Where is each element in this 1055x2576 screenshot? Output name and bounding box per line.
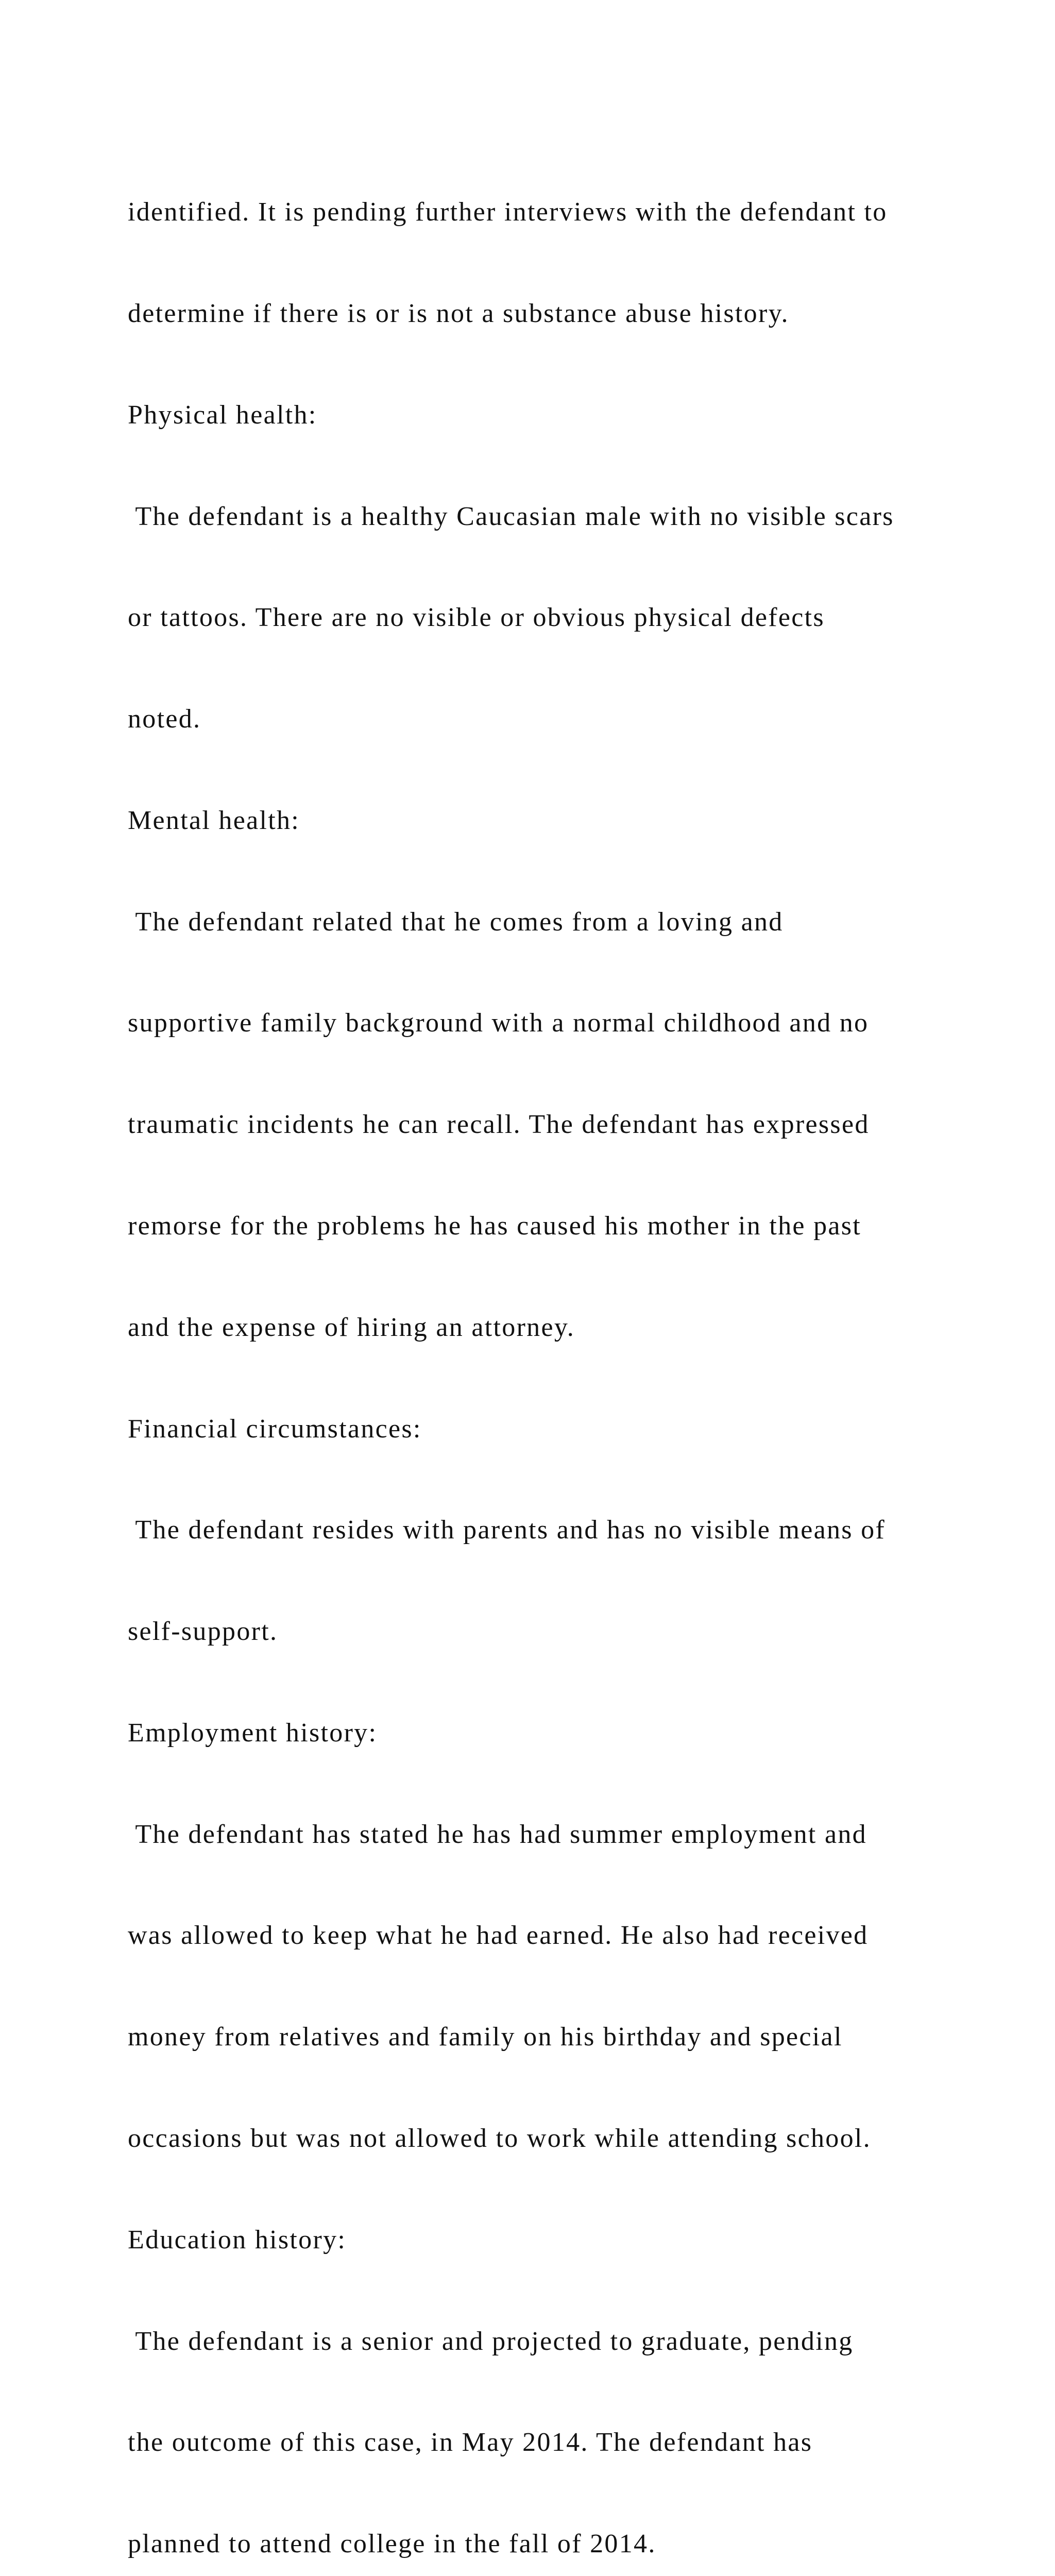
section-heading-education-history: Education history: [128,2225,347,2255]
section-heading-employment-history: Employment history: [128,1718,378,1748]
text-line: The defendant is a healthy Caucasian male with no visible scars [128,501,894,531]
text-line: identified. It is pending further interviews with the defendant to [128,197,888,227]
section-heading-physical-health: Physical health: [128,400,317,430]
document-body [128,128,1014,2576]
text-line: noted. [128,704,201,734]
text-line: was allowed to keep what he had earned. He also had received [128,1921,869,1951]
text-line: The defendant is a senior and projected to graduate, pending [128,2326,854,2356]
text-line: determine if there is or is not a substance abuse history. [128,298,789,328]
text-line: the outcome of this case, in May 2014. The defendant has [128,2428,813,2458]
text-line: money from relatives and family on his birthday and special [128,2022,843,2052]
text-line: occasions but was not allowed to work while attending school. [128,2124,871,2154]
text-line: The defendant related that he comes from a loving and [128,907,784,937]
text-line: and the expense of hiring an attorney. [128,1312,575,1342]
text-line: or tattoos. There are no visible or obvious physical defects [128,603,825,633]
text-line: The defendant resides with parents and has no visible means of [128,1515,886,1545]
text-line: planned to attend college in the fall of 2014. [128,2529,656,2559]
section-heading-mental-health: Mental health: [128,805,300,835]
text-line: self-support. [128,1617,278,1647]
text-line: traumatic incidents he can recall. The defendant has expressed [128,1110,870,1140]
text-line: The defendant has stated he has had summer employment and [128,1819,867,1849]
text-line: supportive family background with a normal childhood and no [128,1008,869,1038]
section-heading-financial-circumstances: Financial circumstances: [128,1414,422,1444]
text-line: remorse for the problems he has caused his mother in the past [128,1211,862,1241]
